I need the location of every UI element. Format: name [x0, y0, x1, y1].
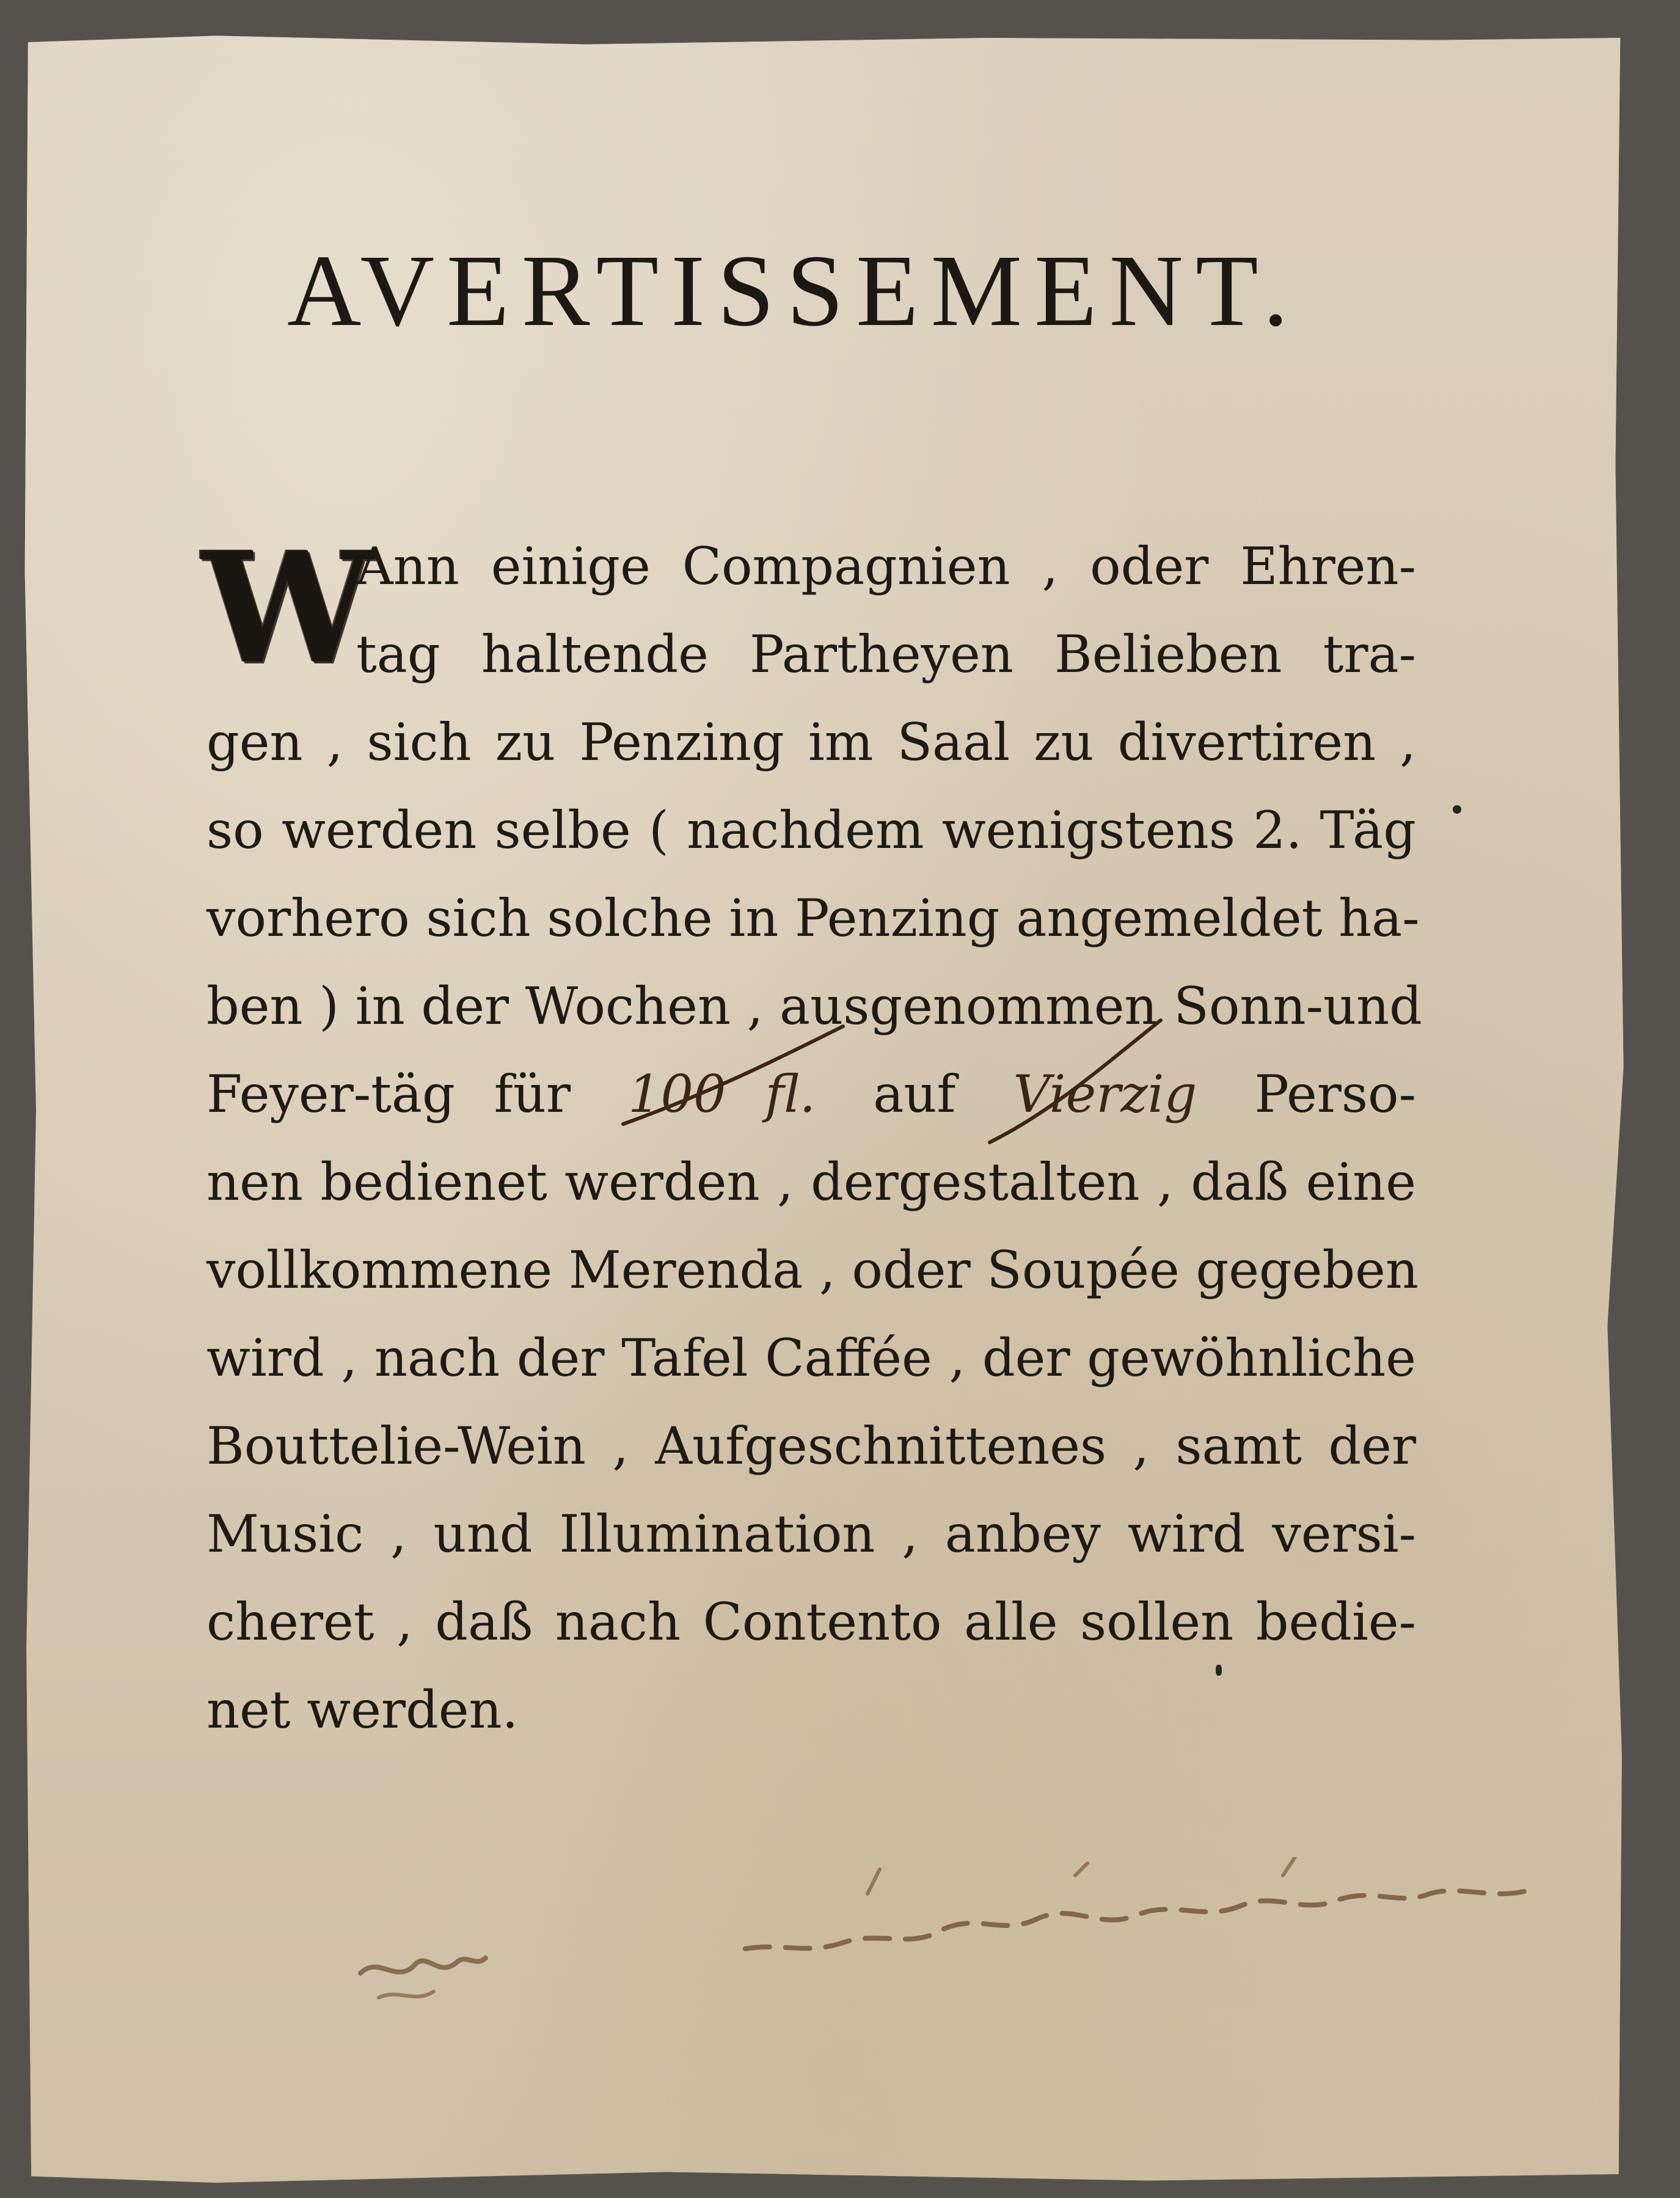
text-line-8: nen bedienet werden , dergestalten , daß eine — [206, 1152, 1416, 1212]
text-line-3: gen , sich zu Penzing im Saal zu divertiren , — [206, 712, 1416, 772]
document-title: AVERTISSEMENT. — [287, 234, 1301, 348]
text-line-9: vollkommene Merenda , oder Soupée gegeben — [206, 1240, 1419, 1300]
handwritten-flourish-strokes — [550, 1002, 1283, 1161]
text-line-4: so werden selbe ( nachdem wenigstens 2. Täg — [206, 800, 1416, 860]
text-line-13: cheret , daß nach Contento alle sollen bedie- — [206, 1592, 1416, 1652]
text-line-2: tag haltende Partheyen Belieben tra- — [356, 624, 1416, 684]
faded-manuscript-scribble-left — [354, 1930, 501, 2022]
text-line-12: Music , und Illumination , anbey wird versi- — [206, 1504, 1416, 1564]
ink-speck — [1453, 805, 1461, 814]
ornamental-drop-cap: W — [202, 518, 373, 698]
line-7-middle: auf — [873, 1064, 956, 1124]
faded-manuscript-scribble-right — [733, 1857, 1552, 1973]
text-line-14: net werden. — [206, 1680, 519, 1740]
text-line-5: vorhero sich solche in Penzing angemeldet ha- — [206, 888, 1420, 948]
handwritten-amount: 100 fl. — [628, 1064, 816, 1124]
ink-speck — [1216, 1665, 1222, 1676]
text-line-6: ben ) in der Wochen , ausgenommen Sonn-und — [206, 976, 1422, 1036]
text-line-11: Bouttelie-Wein , Aufgeschnittenes , samt der — [206, 1416, 1416, 1476]
line-7-before: Feyer-täg für — [206, 1064, 571, 1124]
text-line-1: Ann einige Compagnien , oder Ehren- — [356, 536, 1416, 596]
line-7-after: Perso- — [1254, 1064, 1416, 1124]
handwritten-person-count: Vierzig — [1013, 1064, 1197, 1124]
text-line-10: wird , nach der Tafel Caffée , der gewöhnliche — [206, 1328, 1416, 1388]
